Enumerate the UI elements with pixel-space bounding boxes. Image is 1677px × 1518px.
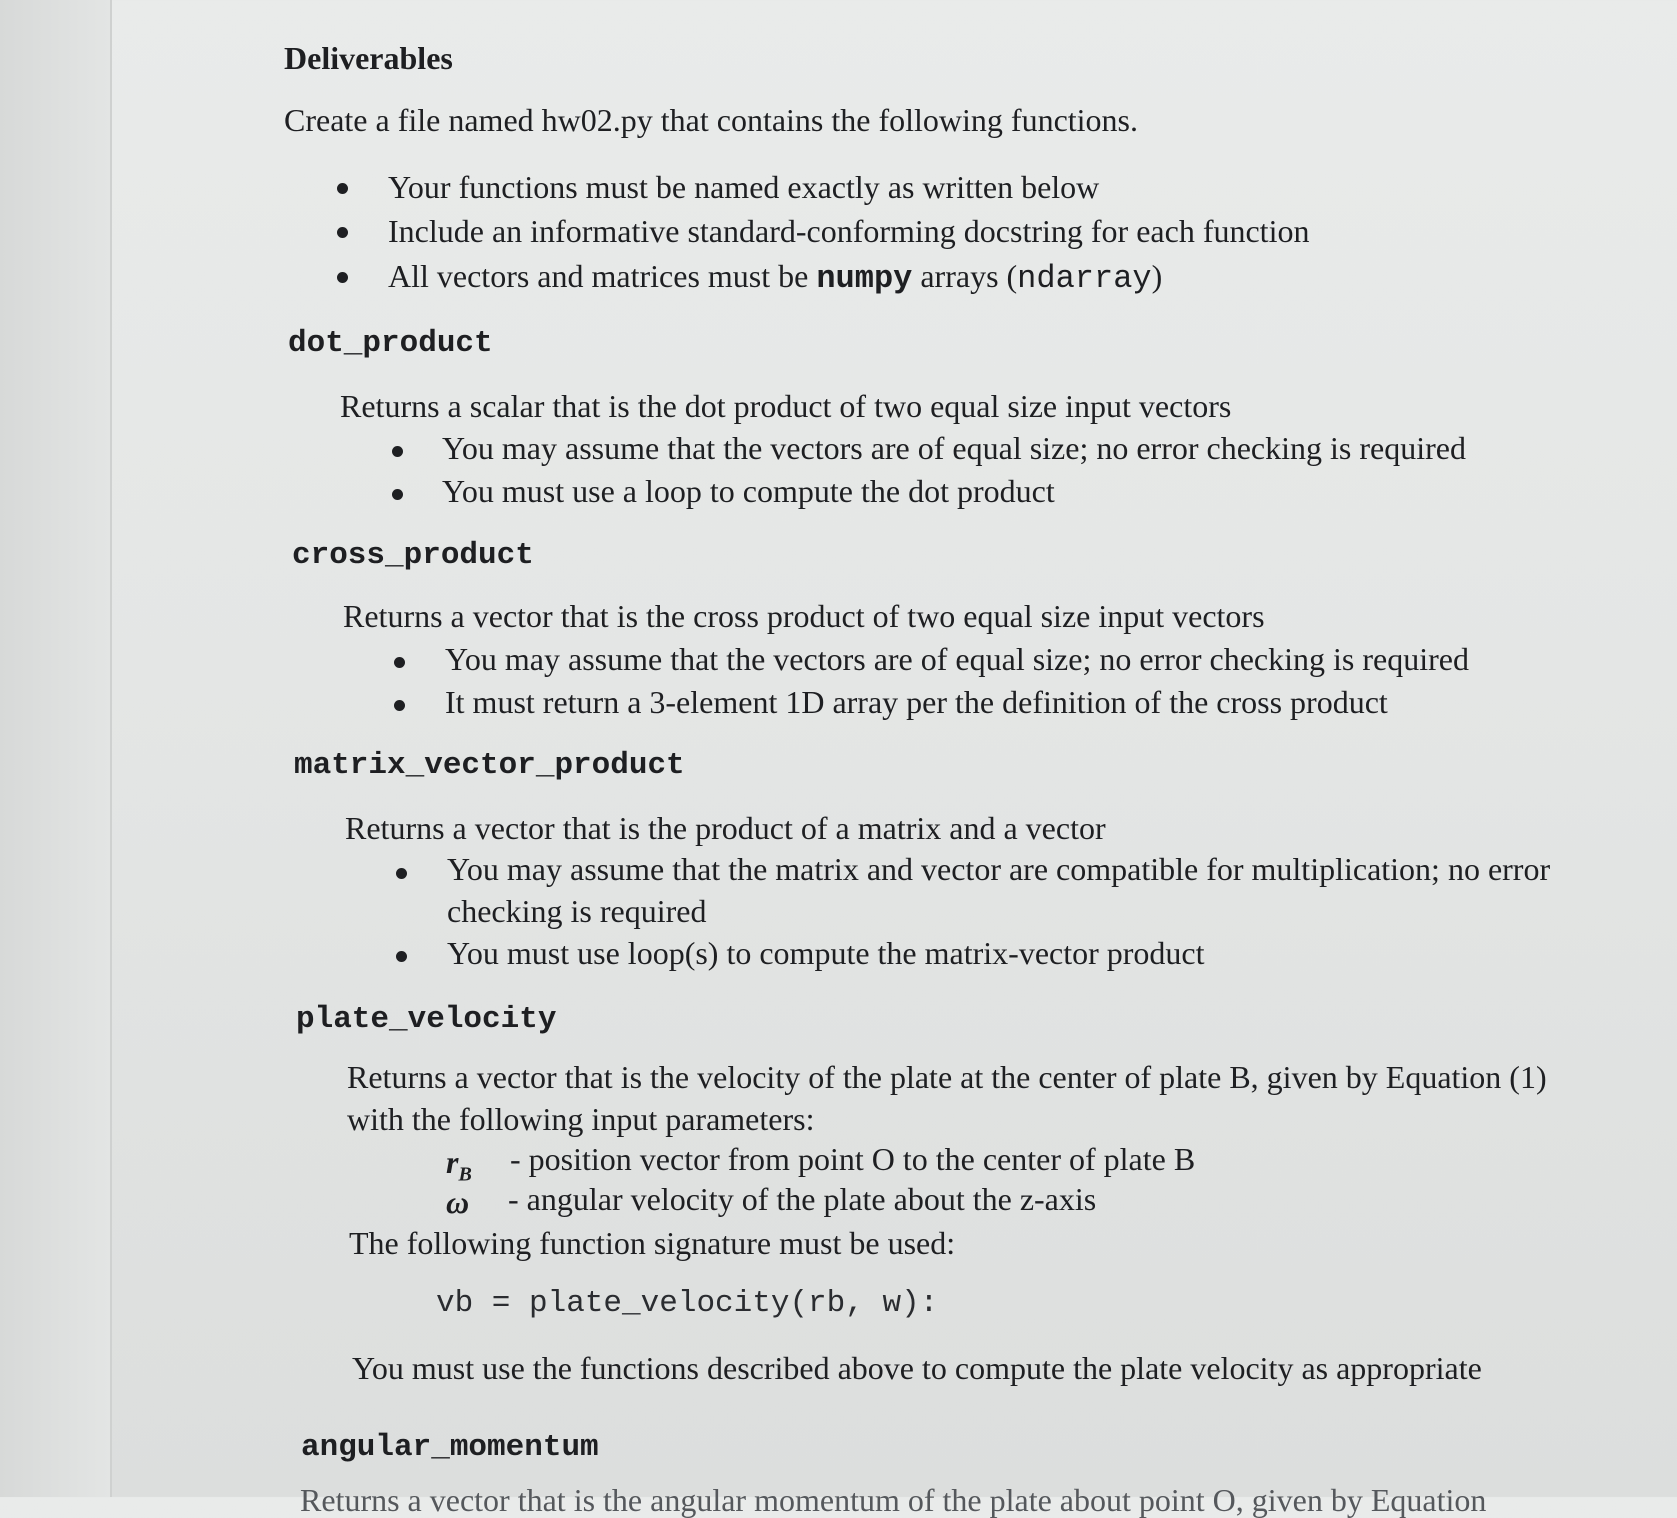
function-description-continued: with the following input parameters: [347, 1101, 815, 1137]
bullet-icon [394, 657, 405, 668]
signature-label: The following function signature must be used: [349, 1225, 956, 1261]
bullet-icon [394, 700, 405, 711]
function-bullet: You may assume that the vectors are of equal size; no error checking is required [442, 430, 1466, 466]
function-bullet: You may assume that the matrix and vector are compatible for multiplication; no error [447, 851, 1551, 887]
function-description: Returns a scalar that is the dot product of two equal size input vectors [340, 388, 1232, 424]
ndarray-code: ndarray [1017, 260, 1152, 297]
page-title: Deliverables [284, 40, 453, 76]
bullet-icon [392, 489, 403, 500]
function-bullet: You must use a loop to compute the dot product [442, 473, 1055, 509]
function-name: cross_product [292, 538, 534, 573]
function-bullet: It must return a 3-element 1D array per the definition of the cross product [445, 684, 1388, 720]
intro-text: Create a file named hw02.py that contains the following functions. [284, 102, 1138, 138]
param-description: - position vector from point O to the center of plate B [510, 1141, 1196, 1177]
requirement-item [388, 256, 1162, 299]
numpy-code: numpy [816, 260, 913, 297]
requirement-text: All vectors and matrices must be [388, 258, 817, 294]
bullet-icon [337, 272, 348, 283]
function-bullet: You may assume that the vectors are of equal size; no error checking is required [445, 641, 1469, 677]
requirement-item: Include an informative standard-conforming docstring for each function [388, 213, 1310, 249]
requirement-text: arrays ( [912, 258, 1018, 294]
bullet-icon [337, 227, 348, 238]
function-name: plate_velocity [296, 1002, 557, 1037]
function-description: Returns a vector that is the product of a matrix and a vector [345, 810, 1106, 846]
cutoff-text: Returns a vector that is the angular momentum of the plate about point O, given by Equation [300, 1482, 1487, 1518]
function-description: Returns a vector that is the velocity of the plate at the center of plate B, given by Equation (1) [347, 1059, 1547, 1095]
requirement-item: Your functions must be named exactly as written below [388, 169, 1100, 205]
function-name: matrix_vector_product [294, 748, 685, 783]
param-symbol-omega: ω [446, 1184, 470, 1220]
param-symbol-rb: $r_B$ [446, 1144, 472, 1186]
bullet-icon [337, 183, 348, 194]
function-name: angular_momentum [301, 1430, 599, 1465]
bullet-icon [396, 868, 407, 879]
function-name: dot_product [288, 326, 493, 361]
usage-note: You must use the functions described above to compute the plate velocity as appropriate [352, 1350, 1482, 1386]
function-description: Returns a vector that is the cross product of two equal size input vectors [343, 598, 1265, 634]
requirement-text: ) [1151, 258, 1163, 294]
bullet-icon [396, 951, 407, 962]
function-bullet-continued: checking is required [447, 893, 707, 929]
bullet-icon [392, 446, 403, 457]
function-signature: vb = plate_velocity(rb, w): [436, 1286, 939, 1321]
page-left-margin [0, 0, 112, 1497]
param-description: - angular velocity of the plate about the z-axis [508, 1181, 1097, 1217]
function-bullet: You must use loop(s) to compute the matrix-vector product [447, 935, 1205, 971]
